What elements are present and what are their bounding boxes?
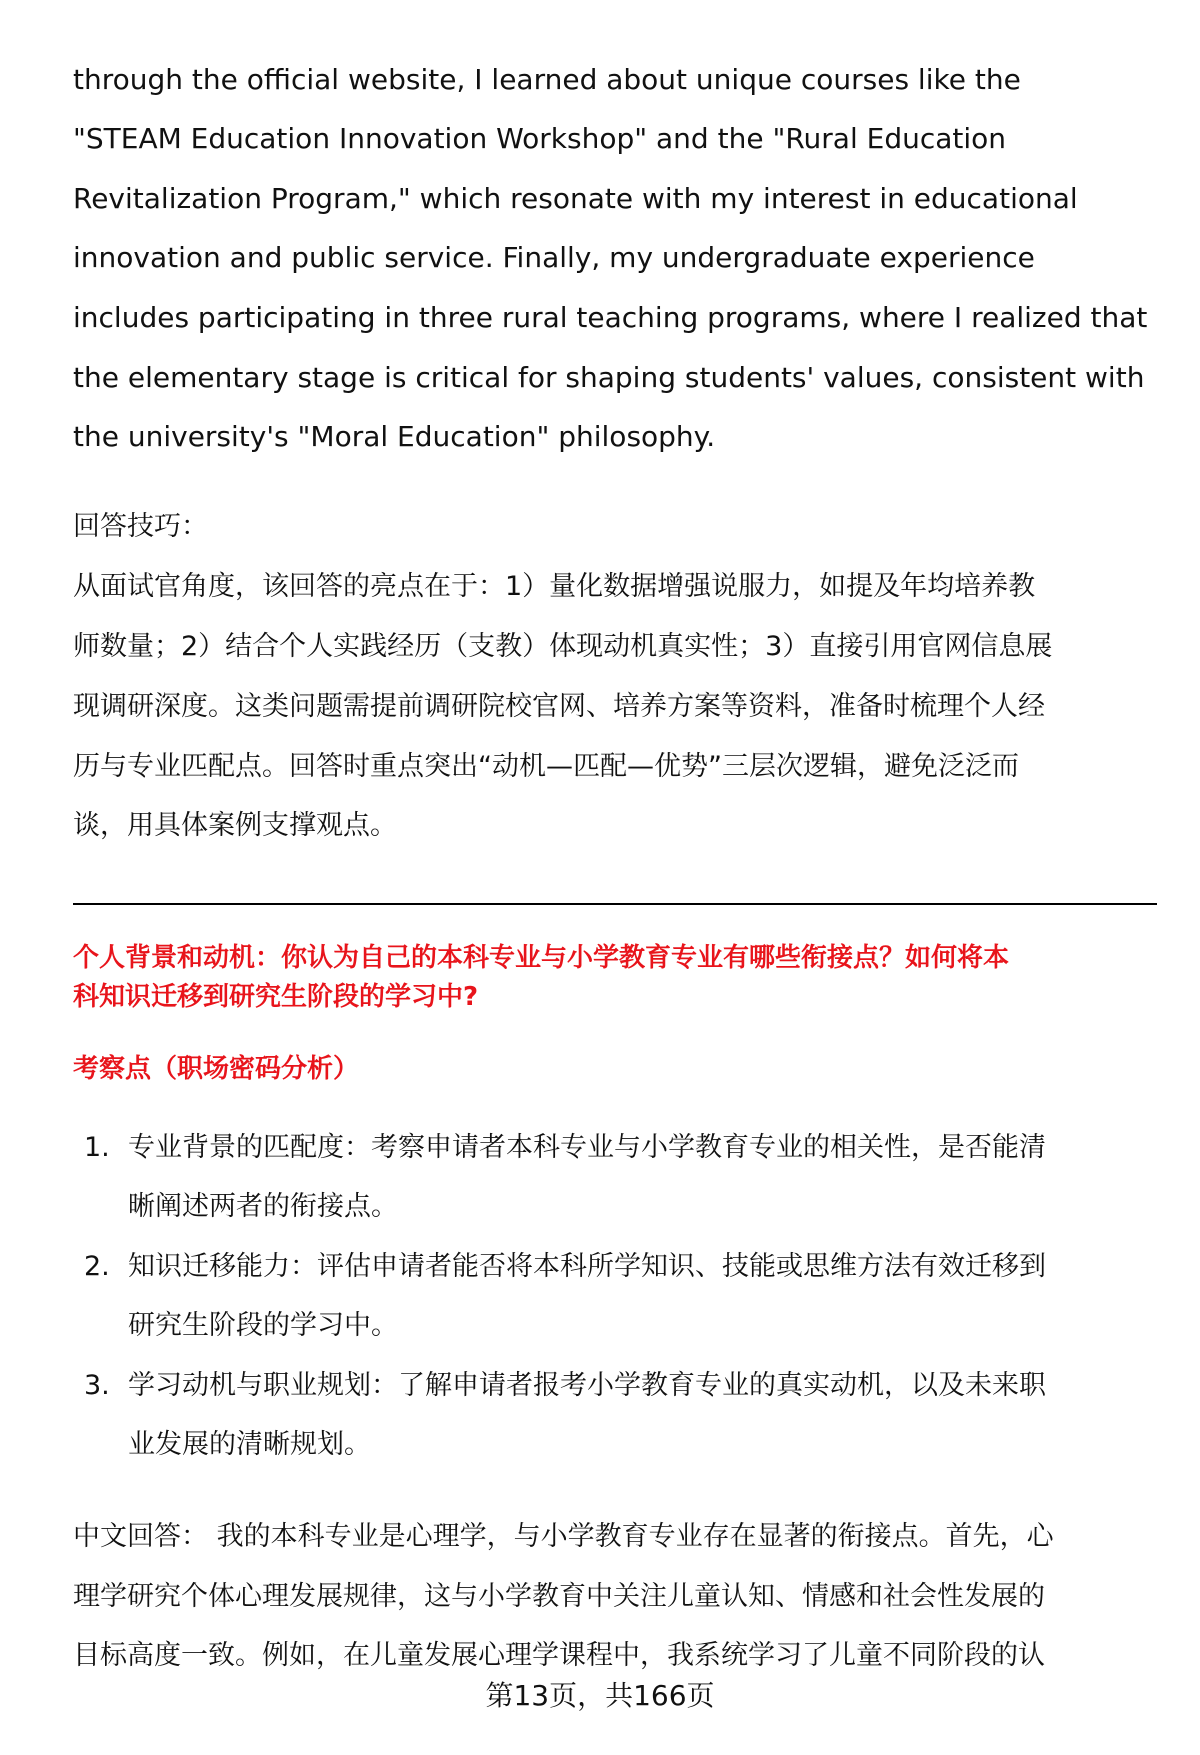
text-line: Revitalization Program," which resonate with my interest in educational bbox=[73, 182, 1078, 215]
question-heading: 科知识迁移到研究生阶段的学习中? bbox=[73, 982, 479, 1012]
text-line: the university's "Moral Education" philosophy. bbox=[73, 420, 716, 453]
list-item: 学习动机与职业规划：了解申请者报考小学教育专业的真实动机，以及未来职 bbox=[128, 1370, 1046, 1401]
list-number: 1. bbox=[84, 1132, 110, 1163]
focus-heading: 考察点（职场密码分析） bbox=[73, 1054, 360, 1084]
text-line: 谈，用具体案例支撑观点。 bbox=[73, 810, 397, 841]
text-line: the elementary stage is critical for shaping students' values, consistent with bbox=[73, 361, 1145, 394]
text-line: 理学研究个体心理发展规律，这与小学教育中关注儿童认知、情感和社会性发展的 bbox=[73, 1581, 1045, 1612]
text-line: 师数量；2）结合个人实践经历（支教）体现动机真实性；3）直接引用官网信息展 bbox=[73, 631, 1053, 662]
text-line: through the official website, I learned about unique courses like the bbox=[73, 63, 1021, 96]
text-line: includes participating in three rural teaching programs, where I realized that bbox=[73, 301, 1148, 334]
tips-label: 回答技巧： bbox=[73, 511, 208, 542]
list-number: 2. bbox=[84, 1251, 110, 1282]
text-line: 中文回答： 我的本科专业是心理学，与小学教育专业存在显著的衔接点。首先，心 bbox=[73, 1521, 1054, 1552]
text-line: innovation and public service. Finally, my undergraduate experience bbox=[73, 241, 1035, 274]
text-line: "STEAM Education Innovation Workshop" and the "Rural Education bbox=[73, 122, 1007, 155]
text-line: 从面试官角度，该回答的亮点在于：1）量化数据增强说服力，如提及年均培养教 bbox=[73, 571, 1036, 602]
page-number: 第13页，共166页 bbox=[485, 1679, 715, 1712]
text-line: 历与专业匹配点。回答时重点突出“动机—匹配—优势”三层次逻辑，避免泛泛而 bbox=[73, 751, 1019, 782]
list-item: 业发展的清晰规划。 bbox=[128, 1429, 371, 1460]
section-divider bbox=[73, 903, 1157, 905]
list-item: 研究生阶段的学习中。 bbox=[128, 1310, 398, 1341]
question-heading: 个人背景和动机：你认为自己的本科专业与小学教育专业有哪些衔接点？如何将本 bbox=[73, 943, 1010, 973]
list-item: 专业背景的匹配度：考察申请者本科专业与小学教育专业的相关性，是否能清 bbox=[128, 1132, 1046, 1163]
list-number: 3. bbox=[84, 1370, 110, 1401]
text-line: 目标高度一致。例如，在儿童发展心理学课程中，我系统学习了儿童不同阶段的认 bbox=[73, 1640, 1045, 1671]
list-item: 晰阐述两者的衔接点。 bbox=[128, 1191, 398, 1222]
text-line: 现调研深度。这类问题需提前调研院校官网、培养方案等资料，准备时梳理个人经 bbox=[73, 691, 1045, 722]
list-item: 知识迁移能力：评估申请者能否将本科所学知识、技能或思维方法有效迁移到 bbox=[128, 1251, 1046, 1282]
